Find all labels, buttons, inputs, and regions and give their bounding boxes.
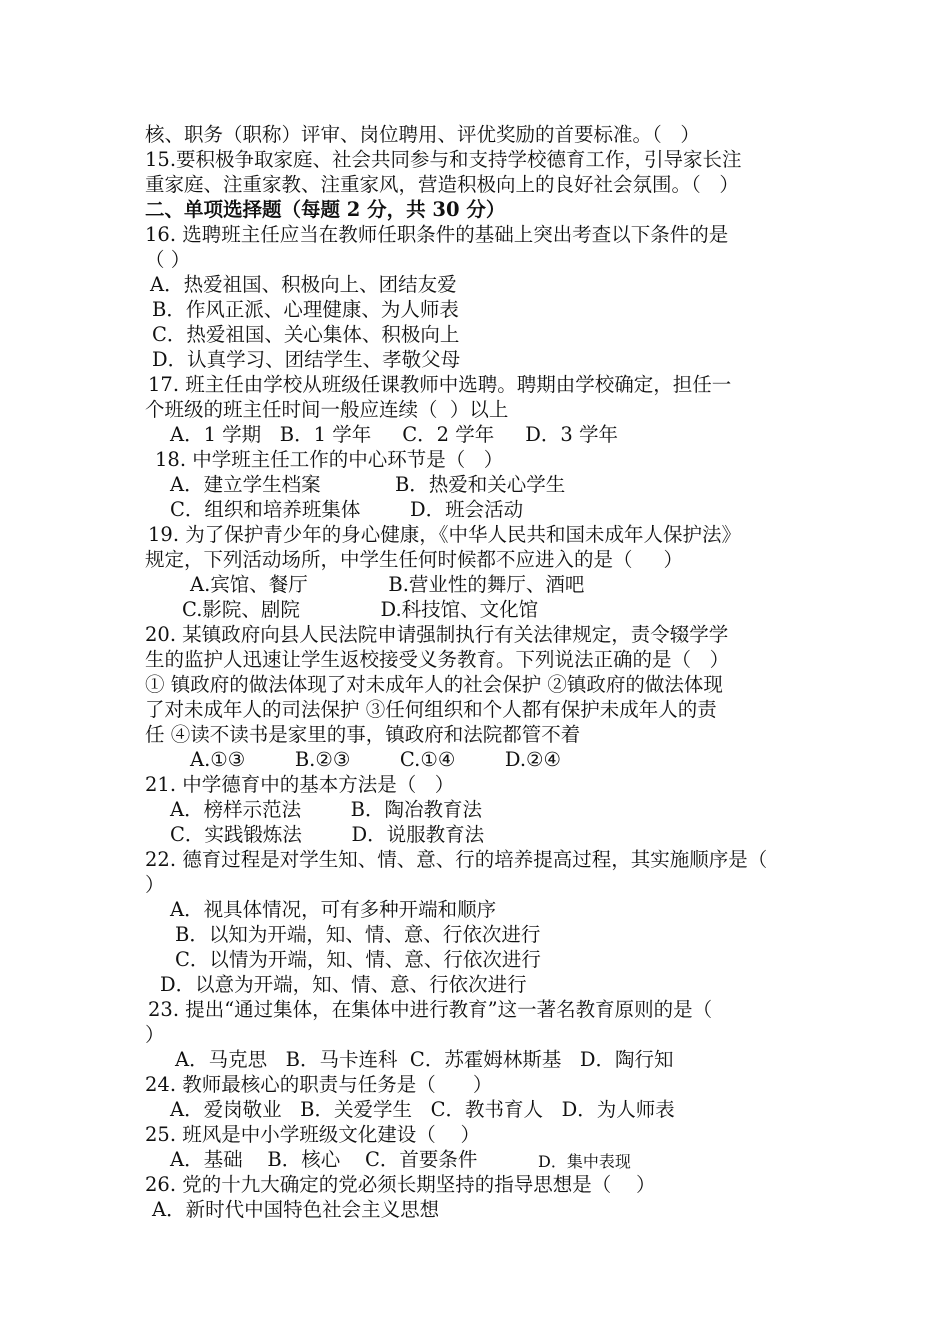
option-a: A．热爱祖国、积极向上、团结友爱 [150,273,457,296]
options-row: A．马克思 B．马卡连科 C．苏霍姆林斯基 D．陶行知 [175,1048,674,1071]
option-a: A．新时代中国特色社会主义思想 [152,1198,440,1221]
option-d: D．以意为开端，知、情、意、行依次进行 [160,973,527,996]
options-row: C．实践锻炼法 D．说服教育法 [170,823,485,846]
text-line: 核、职务（职称）评审、岗位聘用、评优奖励的首要标准。（ ） [145,123,700,146]
text-line: ） [145,873,165,896]
question-21: 21. 中学德育中的基本方法是（ ） [145,773,455,796]
option-c: C．热爱祖国、关心集体、积极向上 [152,323,460,346]
options-row: A.宾馆、餐厅 B.营业性的舞厅、酒吧 [190,573,585,596]
text-line: ） [145,1023,165,1046]
text-line: 规定，下列活动场所，中学生任何时候都不应进入的是（ ） [145,548,683,571]
text-line: 生的监护人迅速让学生返校接受义务教育。下列说法正确的是（ ） [145,648,730,671]
question-18: 18. 中学班主任工作的中心环节是（ ） [155,448,504,471]
options-row: C．组织和培养班集体 D．班会活动 [170,498,524,521]
question-15: 15.要积极争取家庭、社会共同参与和支持学校德育工作，引导家长注 [145,148,742,171]
question-20: 20. 某镇政府向县人民法院申请强制执行有关法律规定，责令辍学学 [145,623,729,646]
options-row: A．建立学生档案 B．热爱和关心学生 [170,473,566,496]
question-26: 26. 党的十九大确定的党必须长期坚持的指导思想是（ ） [145,1173,656,1196]
option-d: D．认真学习、团结学生、孝敬父母 [152,348,461,371]
text-line: 重家庭、注重家教、注重家风，营造积极向上的良好社会氛围。（ ） [145,173,739,196]
options-row: C.影院、剧院 D.科技馆、文化馆 [182,598,539,621]
question-16: 16. 选聘班主任应当在教师任职条件的基础上突出考查以下条件的是 [145,223,729,246]
text-line: ① 镇政府的做法体现了对未成年人的社会保护 ②镇政府的做法体现 [145,673,723,696]
question-25: 25. 班风是中小学班级文化建设（ ） [145,1123,481,1146]
option-b: B．作风正派、心理健康、为人师表 [152,298,459,321]
question-24: 24. 教师最核心的职责与任务是（ ） [145,1073,493,1096]
question-17: 17. 班主任由学校从班级任课教师中选聘。聘期由学校确定，担任一 [148,373,732,396]
options-row: A．爱岗敬业 B．关爱学生 C．教书育人 D．为人师表 [170,1098,675,1121]
option-b: B．以知为开端，知、情、意、行依次进行 [175,923,541,946]
options-row: A．1 学期 B．1 学年 C．2 学年 D．3 学年 [170,423,618,446]
options-row: A．榜样示范法 B．陶冶教育法 [170,798,483,821]
options-row: A.①③ B.②③ C.①④ D.②④ [190,748,561,771]
option-c: C．以情为开端，知、情、意、行依次进行 [175,948,541,971]
section-heading: 二、单项选择题（每题 2 分，共 30 分） [145,198,506,221]
options-row: A．基础 B．核心 C．首要条件 [170,1148,478,1171]
question-22: 22. 德育过程是对学生知、情、意、行的培养提高过程，其实施顺序是（ [145,848,768,871]
option-a: A．视具体情况，可有多种开端和顺序 [170,898,497,921]
option-d-small: D．集中表现 [538,1152,631,1171]
text-line: 个班级的班主任时间一般应连续（ ）以上 [145,398,509,421]
question-19: 19. 为了保护青少年的身心健康，《中华人民共和国未成年人保护法》 [148,523,741,546]
question-23: 23. 提出“通过集体，在集体中进行教育”这一著名教育原则的是（ [148,998,713,1021]
text-line: 了对未成年人的司法保护 ③任何组织和个人都有保护未成年人的责 [145,698,717,721]
text-line: 任 ④读不读书是家里的事，镇政府和法院都管不着 [145,723,581,746]
text-line: （ ） [145,248,191,271]
